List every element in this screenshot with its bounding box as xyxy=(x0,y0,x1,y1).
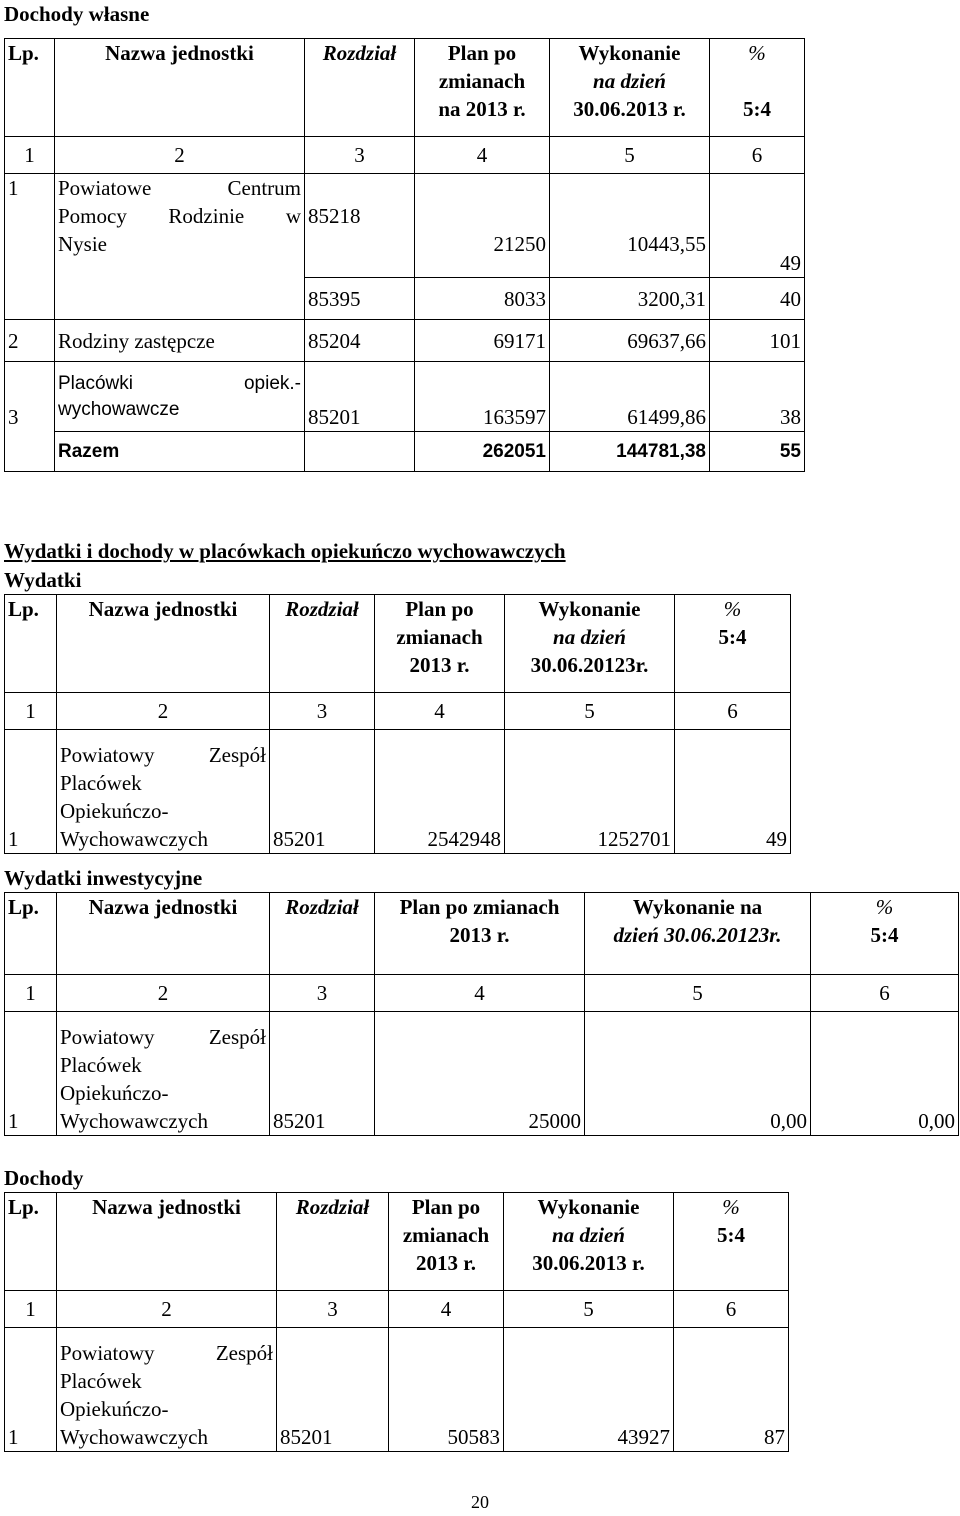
header-pct-line1: % xyxy=(723,597,742,621)
header-wyk-line1: Wykonanie xyxy=(538,597,641,621)
name-line: Powiatowy Zespół xyxy=(60,1341,273,1365)
header-plan-line3: na 2013 r. xyxy=(438,97,526,121)
total-label: Razem xyxy=(55,432,305,472)
cell-rozdzial: 85395 xyxy=(305,278,415,320)
header-pct-line1: % xyxy=(748,41,766,65)
header-wykonanie xyxy=(585,893,811,975)
name-line: Placówek xyxy=(60,1369,142,1393)
header-plan-line2: 2013 r. xyxy=(449,923,510,947)
header-plan-line3: 2013 r. xyxy=(409,653,470,677)
header-plan-line1: Plan po zmianach xyxy=(399,895,560,919)
header-pct-line1: % xyxy=(875,895,894,919)
cell-wykonanie: 69637,66 xyxy=(550,320,710,362)
header-wyk-line2: na dzień xyxy=(552,1223,625,1247)
name-line: Wychowawczych xyxy=(60,1109,208,1133)
column-numbers-row xyxy=(5,1291,789,1328)
column-numbers-row xyxy=(5,975,959,1012)
cell-nazwa xyxy=(55,174,305,320)
header-plan xyxy=(415,39,550,137)
col-number: 1 xyxy=(5,137,55,174)
col-number: 1 xyxy=(5,1291,57,1328)
col-number: 5 xyxy=(585,975,811,1012)
header-wyk-line2: na dzień xyxy=(553,625,626,649)
wykonanie-value: 10443,55 xyxy=(627,232,706,256)
header-pct-line1: % xyxy=(722,1195,740,1219)
header-row xyxy=(5,1193,789,1291)
header-pct-line2: 5:4 xyxy=(717,1223,745,1247)
cell-nazwa xyxy=(57,730,270,854)
col-number: 3 xyxy=(270,693,375,730)
cell-lp: 1 xyxy=(5,1012,57,1136)
cell-pct: 38 xyxy=(710,362,805,432)
name-line: Opiekuńczo- xyxy=(60,1081,169,1105)
header-wyk-line3: 30.06.2013 r. xyxy=(532,1251,645,1275)
header-pct xyxy=(710,39,805,137)
cell-nazwa xyxy=(57,1328,277,1452)
header-rozdzial: Rozdział xyxy=(305,39,415,137)
header-pct xyxy=(675,595,791,693)
col-number: 4 xyxy=(389,1291,504,1328)
header-nazwa: Nazwa jednostki xyxy=(55,39,305,137)
cell-plan: 163597 xyxy=(415,362,550,432)
cell-pct: 101 xyxy=(710,320,805,362)
header-lp: Lp. xyxy=(5,1193,57,1291)
col-number: 3 xyxy=(277,1291,389,1328)
header-lp: Lp. xyxy=(5,595,57,693)
name-line: wychowawcze xyxy=(58,398,180,420)
cell-wykonanie: 0,00 xyxy=(585,1012,811,1136)
header-plan-line1: Plan po xyxy=(405,597,474,621)
header-wyk-line1: Wykonanie xyxy=(537,1195,640,1219)
cell-plan: 25000 xyxy=(375,1012,585,1136)
cell-pct: 40 xyxy=(710,278,805,320)
header-plan-line2: zmianach xyxy=(402,1223,490,1247)
rozdzial-value: 85218 xyxy=(308,204,361,228)
header-wyk-line2: na dzień xyxy=(593,69,666,93)
table-dochody xyxy=(4,1192,789,1452)
cell-rozdzial: 85201 xyxy=(305,362,415,432)
header-pct-line2: 5:4 xyxy=(870,923,899,947)
cell-lp: 2 xyxy=(5,320,55,362)
section-title-wydatki-inwestycyjne: Wydatki inwestycyjne xyxy=(4,866,203,890)
header-wyk-line1: Wykonanie na xyxy=(632,895,763,919)
name-line: Nysie xyxy=(58,232,107,256)
header-pct xyxy=(674,1193,789,1291)
cell-nazwa xyxy=(55,362,305,432)
col-number: 6 xyxy=(674,1291,789,1328)
column-numbers-row xyxy=(5,693,791,730)
total-plan: 262051 xyxy=(415,432,550,472)
col-number: 3 xyxy=(305,137,415,174)
table-dochody-wlasne xyxy=(4,38,805,472)
cell-wykonanie: 3200,31 xyxy=(550,278,710,320)
col-number: 2 xyxy=(57,1291,277,1328)
header-pct xyxy=(811,893,959,975)
cell-pct: 87 xyxy=(674,1328,789,1452)
col-number: 5 xyxy=(550,137,710,174)
col-number: 3 xyxy=(270,975,375,1012)
name-line: Opiekuńczo- xyxy=(60,799,169,823)
col-number: 6 xyxy=(710,137,805,174)
header-wyk-line1: Wykonanie xyxy=(578,41,681,65)
column-numbers-row xyxy=(5,137,805,174)
table-row xyxy=(5,174,805,278)
cell-pct: 49 xyxy=(675,730,791,854)
cell-nazwa xyxy=(57,1012,270,1136)
header-row xyxy=(5,39,805,137)
header-row xyxy=(5,893,959,975)
col-number: 4 xyxy=(375,975,585,1012)
col-number: 2 xyxy=(55,137,305,174)
header-rozdzial: Rozdział xyxy=(277,1193,389,1291)
header-lp: Lp. xyxy=(5,39,55,137)
table-wydatki xyxy=(4,594,791,854)
table-row xyxy=(5,1012,959,1136)
cell-plan: 2542948 xyxy=(375,730,505,854)
table-wydatki-inwestycyjne xyxy=(4,892,959,1136)
cell-rozdzial: 85201 xyxy=(277,1328,389,1452)
name-line: Wychowawczych xyxy=(60,1425,208,1449)
header-wyk-line3: 30.06.20123r. xyxy=(530,653,649,677)
header-plan xyxy=(375,595,505,693)
col-number: 2 xyxy=(57,975,270,1012)
header-plan-line2: zmianach xyxy=(438,69,526,93)
total-empty xyxy=(305,432,415,472)
cell-wykonanie: 43927 xyxy=(504,1328,674,1452)
table-row xyxy=(5,730,791,854)
table-row xyxy=(5,320,805,362)
table-row xyxy=(5,1328,789,1452)
cell-plan: 50583 xyxy=(389,1328,504,1452)
col-number: 5 xyxy=(504,1291,674,1328)
col-number: 1 xyxy=(5,975,57,1012)
name-line: Powiatowy Zespół xyxy=(60,743,266,767)
cell-wykonanie: 61499,86 xyxy=(550,362,710,432)
name-line: Placówek xyxy=(60,1053,142,1077)
cell-lp: 3 xyxy=(5,362,55,472)
cell-wykonanie: 1252701 xyxy=(505,730,675,854)
col-number: 5 xyxy=(505,693,675,730)
cell-lp: 1 xyxy=(5,730,57,854)
header-nazwa: Nazwa jednostki xyxy=(57,595,270,693)
header-row xyxy=(5,595,791,693)
header-plan-line1: Plan po xyxy=(411,1195,481,1219)
header-pct-line2: 5:4 xyxy=(718,625,747,649)
col-number: 6 xyxy=(811,975,959,1012)
header-plan xyxy=(375,893,585,975)
header-plan xyxy=(389,1193,504,1291)
total-row xyxy=(5,432,805,472)
header-plan-line1: Plan po xyxy=(447,41,517,65)
section-title-dochody-wlasne: Dochody własne xyxy=(4,2,150,26)
table-row xyxy=(5,362,805,432)
cell-plan: 69171 xyxy=(415,320,550,362)
total-pct: 55 xyxy=(710,432,805,472)
section-title-dochody: Dochody xyxy=(4,1166,84,1190)
col-number: 1 xyxy=(5,693,57,730)
name-line: Powiatowe Centrum xyxy=(58,176,301,200)
header-wykonanie xyxy=(505,595,675,693)
header-rozdzial: Rozdział xyxy=(270,595,375,693)
cell-plan: 8033 xyxy=(415,278,550,320)
section-title-wydatki: Wydatki xyxy=(4,568,82,592)
header-nazwa: Nazwa jednostki xyxy=(57,893,270,975)
header-wykonanie xyxy=(550,39,710,137)
name-line: Pomocy Rodzinie w xyxy=(58,204,301,228)
total-wykonanie: 144781,38 xyxy=(550,432,710,472)
cell-plan xyxy=(415,174,550,278)
header-pct-line2: 5:4 xyxy=(743,97,771,121)
cell-lp: 1 xyxy=(5,1328,57,1452)
header-wyk-line2: dzień 30.06.20123r. xyxy=(613,923,782,947)
header-plan-line2: zmianach xyxy=(396,625,483,649)
page-number: 20 xyxy=(471,1492,489,1512)
header-nazwa: Nazwa jednostki xyxy=(57,1193,277,1291)
cell-rozdzial: 85204 xyxy=(305,320,415,362)
cell-wykonanie xyxy=(550,174,710,278)
col-number: 4 xyxy=(415,137,550,174)
name-line: Powiatowy Zespół xyxy=(60,1025,266,1049)
name-line: Placówek xyxy=(60,771,142,795)
cell-pct: 0,00 xyxy=(811,1012,959,1136)
plan-value: 21250 xyxy=(493,232,546,256)
col-number: 6 xyxy=(675,693,791,730)
header-lp: Lp. xyxy=(5,893,57,975)
header-wyk-line3: 30.06.2013 r. xyxy=(573,97,686,121)
cell-rozdzial: 85201 xyxy=(270,1012,375,1136)
col-number: 4 xyxy=(375,693,505,730)
name-line: Placówki opiek.- xyxy=(58,372,301,394)
cell-lp: 1 xyxy=(5,174,55,320)
cell-rozdzial: 85201 xyxy=(270,730,375,854)
col-number: 2 xyxy=(57,693,270,730)
cell-rozdzial xyxy=(305,174,415,278)
cell-pct: 49 xyxy=(710,174,805,278)
name-line: Opiekuńczo- xyxy=(60,1397,169,1421)
cell-nazwa: Rodziny zastępcze xyxy=(55,320,305,362)
header-plan-line3: 2013 r. xyxy=(416,1251,476,1275)
header-rozdzial: Rozdział xyxy=(270,893,375,975)
header-wykonanie xyxy=(504,1193,674,1291)
section-title-placowki: Wydatki i dochody w placówkach opiekuńczo wychowawczych xyxy=(4,539,566,563)
name-line: Wychowawczych xyxy=(60,827,208,851)
